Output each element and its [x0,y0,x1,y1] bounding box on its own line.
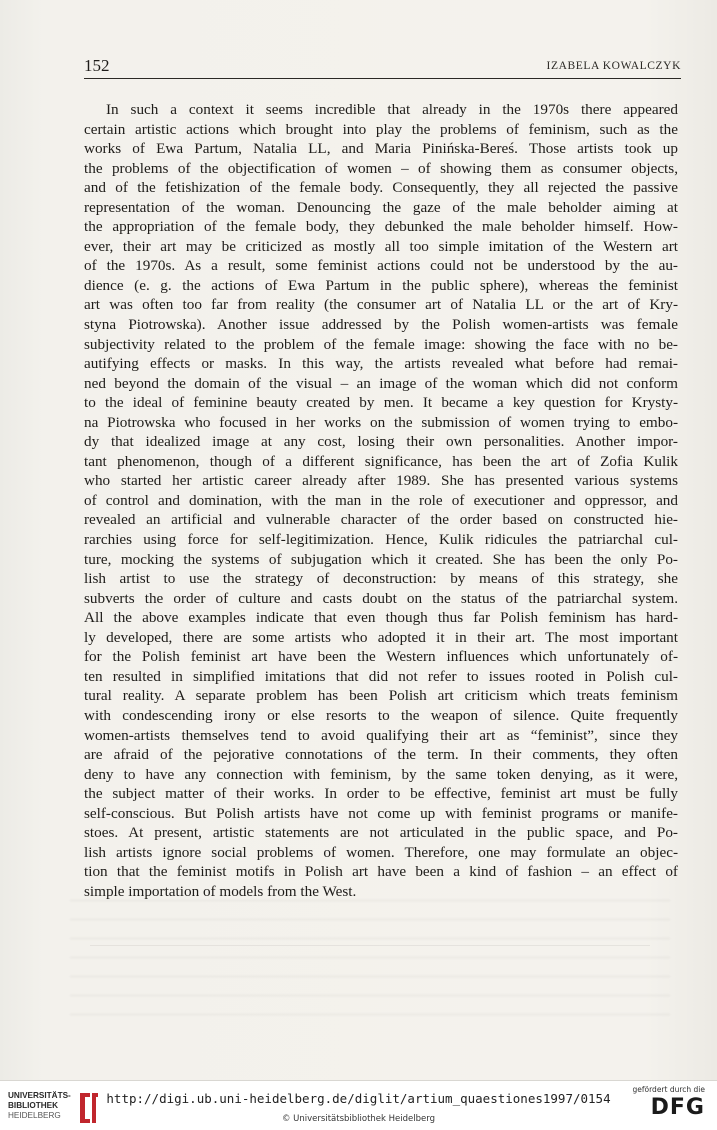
text-line: ten resulted in simplified imitations that did not refer to issues rooted in Polish cul- [84,667,678,685]
text-line: for the Polish feminist art have been the Western influences which unfortunately of- [84,648,678,666]
text-line: of control and domination, with the man in the role of executioner and oppressor, and [84,491,678,509]
text-line: dy that idealized image at any cost, losing their own personalities. Another impor- [84,433,678,451]
text-line: simple importation of models from the West. [84,882,357,900]
text-line: ever, their art may be criticized as mostly all too simple imitation of the Western art [84,237,678,255]
text-line: styna Piotrowska). Another issue addressed by the Polish women-artists was female [84,316,678,334]
text-line: who started her artistic career already after 1989. She has presented various systems [84,472,678,490]
text-line: lish artists ignore social problems of women. Therefore, one may formulate an objec- [84,843,678,861]
text-line: women-artists themselves tend to avoid qualifying their art as “feminist”, since they [84,726,678,744]
text-line: and of the fetishization of the female body. Consequently, they all rejected the passive [84,179,678,197]
running-head-author: IZABELA KOWALCZYK [546,60,681,72]
page-header [84,56,681,79]
text-line: lish artist to use the strategy of deconstruction: by means of this strategy, she [84,570,678,588]
text-line: dience (e. g. the actions of Ewa Partum in the public sphere), whereas the feminist [84,276,678,294]
show-through-footnote-rule [90,945,650,946]
digitization-footer [0,1080,717,1130]
text-line: the appropriation of the female body, they debunked the male beholder himself. How- [84,218,678,236]
text-line: ly developed, there are some artists who adopted it in their art. The most important [84,628,678,646]
permalink-url[interactable]: http://digi.ub.uni-heidelberg.de/diglit/artium_quaestiones1997/0154 [106,1091,611,1106]
library-name-line3: HEIDELBERG [8,1111,61,1120]
library-name-line1: UNIVERSITÄTS- [8,1091,71,1100]
text-line: All the above examples indicate that even though thus far Polish feminism has hard- [84,609,678,627]
text-line: revealed an artificial and vulnerable character of the order based on constructed hie- [84,511,678,529]
text-line: ned beyond the domain of the visual – an image of the woman which did not conform [84,374,678,392]
library-name-line2: BIBLIOTHEK [8,1101,59,1110]
text-line: the problems of the objectification of women – of showing them as consumer objects, [84,159,678,177]
text-line: rarchies using force for self-legitimization. Hence, Kulik ridicules the patriarchal cul- [84,531,678,549]
text-line: tant phenomenon, though of a different significance, has been the art of Zofia Kulik [84,452,678,470]
text-line: In such a context it seems incredible that already in the 1970s there appeared [106,101,678,118]
text-line: to the ideal of feminine beauty created by men. It became a key question for Krysty- [84,394,678,412]
text-line: tural reality. A separate problem has been Polish art criticism which treats feminism [84,687,678,705]
text-line: stoes. At present, artistic statements are not articulated in the public space, and Po- [84,824,678,842]
text-line: are afraid of the pejorative connotations of the term. In their comments, they often [84,746,678,764]
text-line: na Piotrowska who focused in her works on the submission of women trying to embo- [84,413,678,431]
text-line: subjectivity related to the problem of the female image: showing the face with no be- [84,335,678,353]
text-line: self-conscious. But Polish artists have not come up with feminist programs or manife- [84,804,678,822]
text-line: subverts the order of culture and casts doubt on the status of the patriarchal system. [84,589,678,607]
text-line: ture, mocking the systems of subjugation which it created. She has been the only Po- [84,550,678,568]
body-paragraph [84,100,678,901]
text-line: with condescending irony or else resorts to the weapon of silence. Quite frequently [84,706,678,724]
show-through-text [70,900,670,1020]
text-line: of the 1970s. As a result, some feminist actions could not be understood by the au- [84,257,678,275]
text-line: works of Ewa Partum, Natalia LL, and Maria Pinińska-Bereś. Those artists took up [84,140,678,158]
text-line: autifying effects or masks. In this way, the artists revealed what before had remai- [84,355,678,373]
copyright-notice: © Universitätsbibliothek Heidelberg [281,1114,435,1124]
funding-note: gefördert durch die [632,1085,705,1094]
text-line: certain artistic actions which brought into play the problems of feminism, such as the [84,120,678,138]
text-line: the subject matter of their works. In order to be effective, feminist art must be fully [84,785,678,803]
text-line: art was often too far from reality (the consumer art of Natalia LL or the art of Kry- [84,296,678,314]
dfg-funding-logo[interactable] [627,1085,705,1127]
text-line: tion that the feminist motifs in Polish art have been a kind of fashion – an effect of [84,863,678,881]
page-number: 152 [84,56,110,75]
dfg-logo-text: DFG [650,1095,705,1120]
text-line: representation of the woman. Denouncing the gaze of the male beholder aiming at [84,198,678,216]
text-line: deny to have any connection with feminism, by the same token denying, as it were, [84,765,678,783]
